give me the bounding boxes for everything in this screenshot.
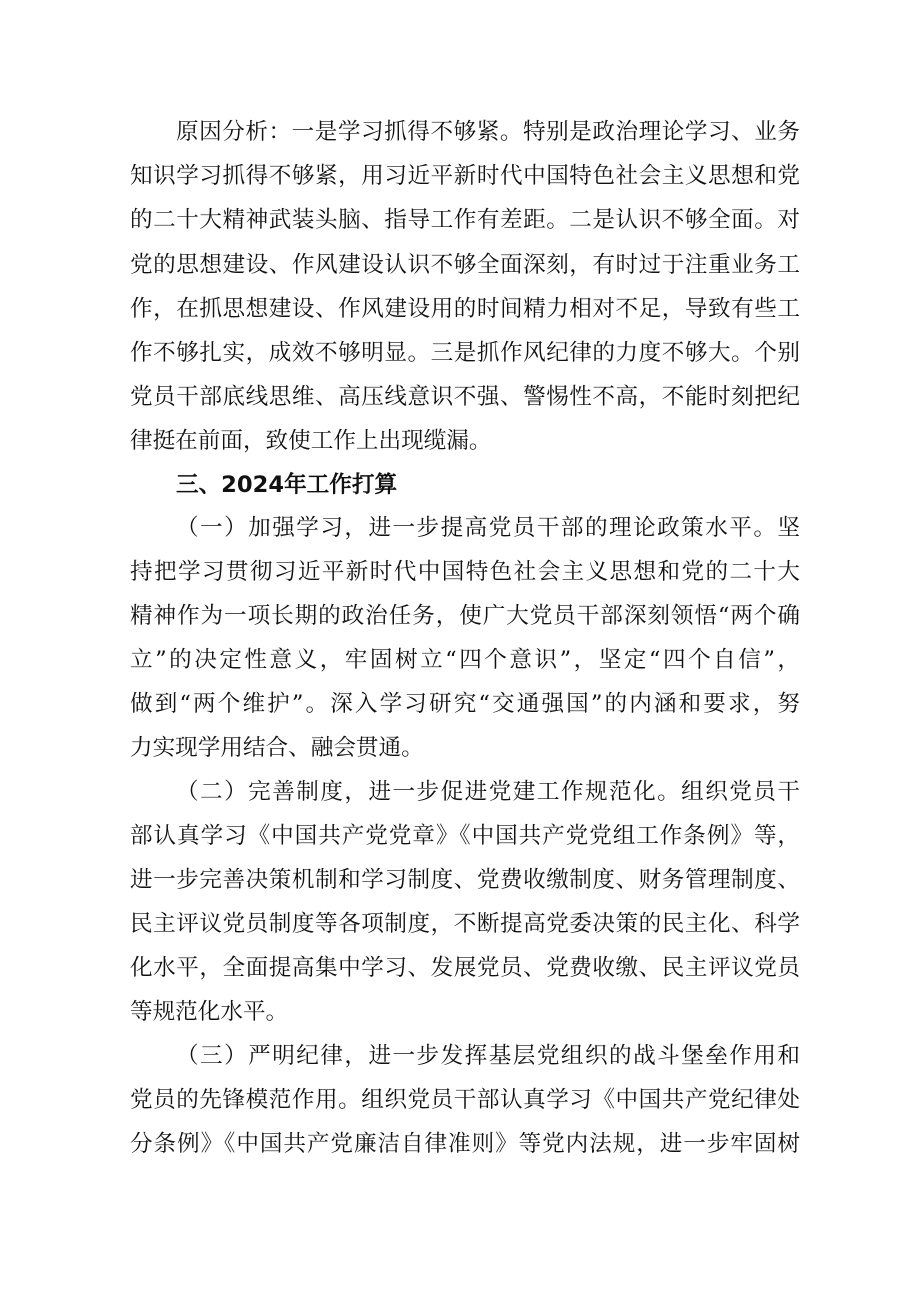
paragraph-line: 做到“两个维护”。深入学习研究“交通强国”的内涵和要求，努	[130, 691, 800, 717]
paragraph-line: （一）加强学习，进一步提高党员干部的理论政策水平。坚	[176, 515, 800, 541]
paragraph-line: 化水平，全面提高集中学习、发展党员、党费收缴、民主评议党员	[130, 955, 800, 981]
section-heading: 三、2024年工作打算	[176, 472, 398, 498]
paragraph-line: 进一步完善决策机制和学习制度、党费收缴制度、财务管理制度、	[130, 867, 800, 893]
paragraph-line: 知识学习抓得不够紧，用习近平新时代中国特色社会主义思想和党	[130, 163, 800, 189]
paragraph-line: 作不够扎实，成效不够明显。三是抓作风纪律的力度不够大。个别	[130, 340, 800, 366]
paragraph-line: 党的思想建设、作风建设认识不够全面深刻，有时过于注重业务工	[130, 252, 800, 278]
paragraph-line: 等规范化水平。	[130, 999, 289, 1025]
paragraph-line: 作，在抓思想建设、作风建设用的时间精力相对不足，导致有些工	[130, 296, 800, 322]
paragraph-line: 持把学习贯彻习近平新时代中国特色社会主义思想和党的二十大	[130, 559, 800, 585]
paragraph-line: 民主评议党员制度等各项制度，不断提高党委决策的民主化、科学	[130, 911, 800, 937]
paragraph-line: 立”的决定性意义，牢固树立“四个意识”，坚定“四个自信”，	[130, 647, 800, 673]
paragraph-line: （二）完善制度，进一步促进党建工作规范化。组织党员干	[176, 779, 800, 805]
paragraph-line: 分条例》《中国共产党廉洁自律准则》等党内法规，进一步牢固树	[130, 1131, 800, 1157]
paragraph-line: 党员的先锋模范作用。组织党员干部认真学习《中国共产党纪律处	[130, 1087, 800, 1113]
paragraph-line: 的二十大精神武装头脑、指导工作有差距。二是认识不够全面。对	[130, 207, 800, 233]
paragraph-line: 部认真学习《中国共产党党章》《中国共产党党组工作条例》等，	[130, 823, 800, 849]
paragraph-line: 力实现学用结合、融会贯通。	[130, 735, 424, 761]
paragraph-line: 精神作为一项长期的政治任务，使广大党员干部深刻领悟“两个确	[130, 603, 800, 629]
paragraph-line: 原因分析：一是学习抓得不够紧。特别是政治理论学习、业务	[176, 119, 800, 145]
paragraph-line: 党员干部底线思维、高压线意识不强、警惕性不高，不能时刻把纪	[130, 384, 800, 410]
paragraph-line: 律挺在前面，致使工作上出现缆漏。	[130, 428, 492, 454]
paragraph-line: （三）严明纪律，进一步发挥基层党组织的战斗堡垒作用和	[176, 1043, 800, 1069]
